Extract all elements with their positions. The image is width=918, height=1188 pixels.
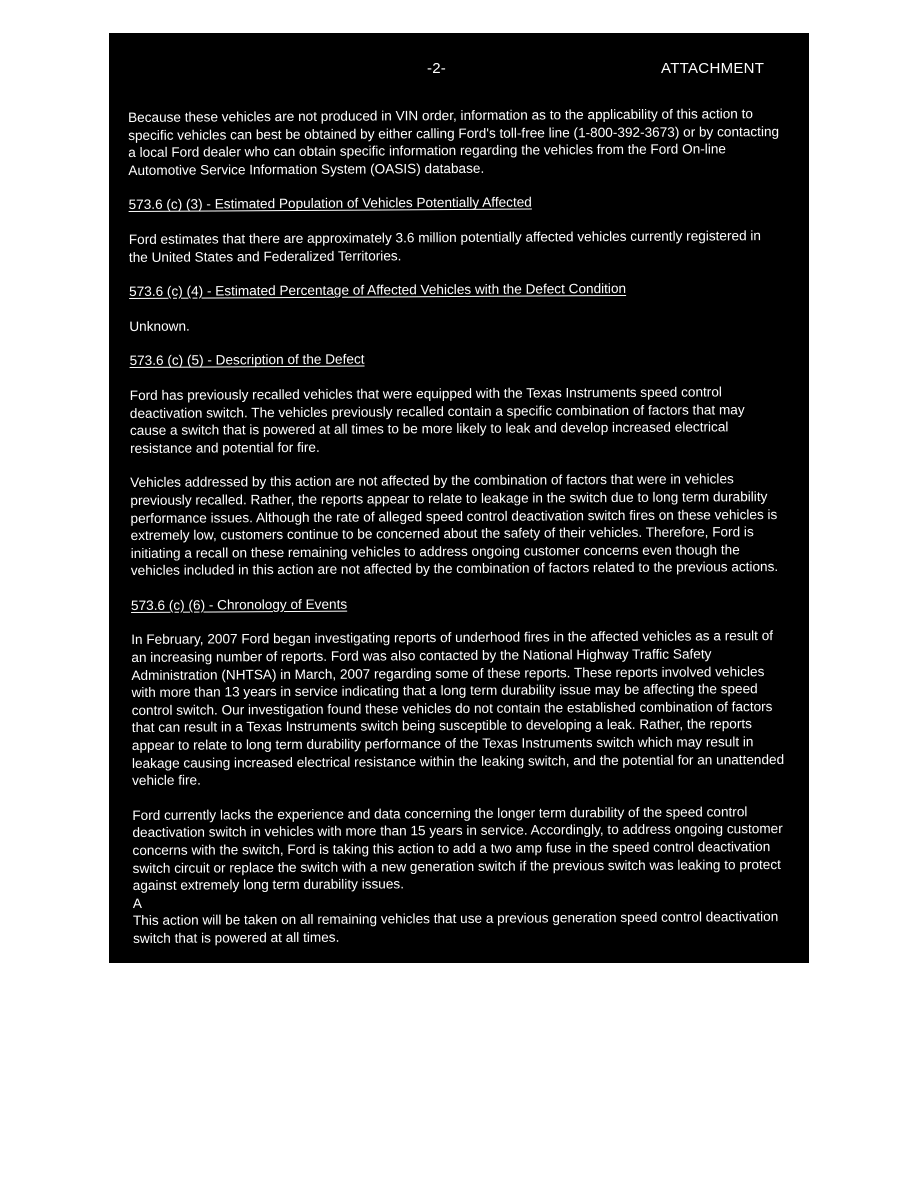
section-heading-population: 573.6 (c) (3) - Estimated Population of Vehicles Potentially Affected bbox=[128, 194, 532, 213]
chronology-paragraph-3: This action will be taken on all remaining vehicles that use a previous generation speed control deactivation switch that is powered at all times. bbox=[132, 909, 779, 946]
population-paragraph: Ford estimates that there are approximately 3.6 million potentially affected vehicles currently registered in the United States and Federalized Territories. bbox=[128, 228, 762, 265]
stray-letter: A bbox=[132, 895, 142, 911]
scanned-document-page bbox=[109, 33, 809, 963]
defect-paragraph-2: Vehicles addressed by this action are not affected by the combination of factors that were in vehicles previously recalled. Rather, the reports appear to relate to leakage in the switch due to long term durability performance issues. Although the rate of alleged speed control deactivation switch fires on these vehicles is extremely low, customers continue to be concerned about the safety of their vehicles. Therefore, Ford is initiating a recall on these remaining vehicles to address ongoing customer concerns even though the vehicles included in this action are not affected by the combination of factors related to the previous actions. bbox=[130, 471, 779, 579]
document-body bbox=[128, 105, 787, 948]
page-number: -2- bbox=[427, 60, 446, 77]
chronology-paragraph-1: In February, 2007 Ford began investigating reports of underhood fires in the affected vehicles as a result of an increasing number of reports. Ford was also contacted by the National Highway Traffic Safety Administration (NHTSA) in March, 2007 regarding some of these reports. These reports involved vehicles with more than 13 years in service indicating that a long term durability issue may be affecting the speed control switch. Our investigation found these vehicles do not contain the established combination of factors that can result in a Texas Instruments switch being susceptible to developing a leak. Rather, the reports appear to relate to long term durability performance of the Texas Instruments switch which may result in leakage causing increased electrical resistance within the leaking switch, and the potential for an unattended vehicle fire. bbox=[131, 628, 785, 789]
attachment-label: ATTACHMENT bbox=[661, 60, 765, 77]
section-heading-defect: 573.6 (c) (5) - Description of the Defect bbox=[129, 351, 365, 369]
defect-paragraph-1: Ford has previously recalled vehicles that were equipped with the Texas Instruments speed control deactivation switch. The vehicles previously recalled contain a specific combination of factors that may cause a switch that is powered at all times to be more likely to leak and develop increased electrical resistance and potential for fire. bbox=[129, 384, 745, 456]
intro-paragraph: Because these vehicles are not produced in VIN order, information as to the applicability of this action to specific vehicles can best be obtained by either calling Ford's toll-free line (1-800-392-3673) or by contacting a local Ford dealer who can obtain specific information regarding the vehicles from the Ford On-line Automotive Service Information System (OASIS) database. bbox=[128, 106, 780, 178]
chronology-paragraph-2: Ford currently lacks the experience and data concerning the longer term durability of the speed control deactivation switch in vehicles with more than 15 years in service. Accordingly, to address ongoing customer concerns with the switch, Ford is taking this action to add a two amp fuse in the speed control deactivation switch circuit or replace the switch with a new generation switch if the previous switch was leaking to protect against extremely long term durability issues. bbox=[132, 804, 783, 894]
section-heading-percentage: 573.6 (c) (4) - Estimated Percentage of Affected Vehicles with the Defect Condition bbox=[129, 281, 627, 300]
section-heading-chronology: 573.6 (c) (6) - Chronology of Events bbox=[130, 596, 348, 613]
percentage-paragraph: Unknown. bbox=[129, 318, 190, 334]
